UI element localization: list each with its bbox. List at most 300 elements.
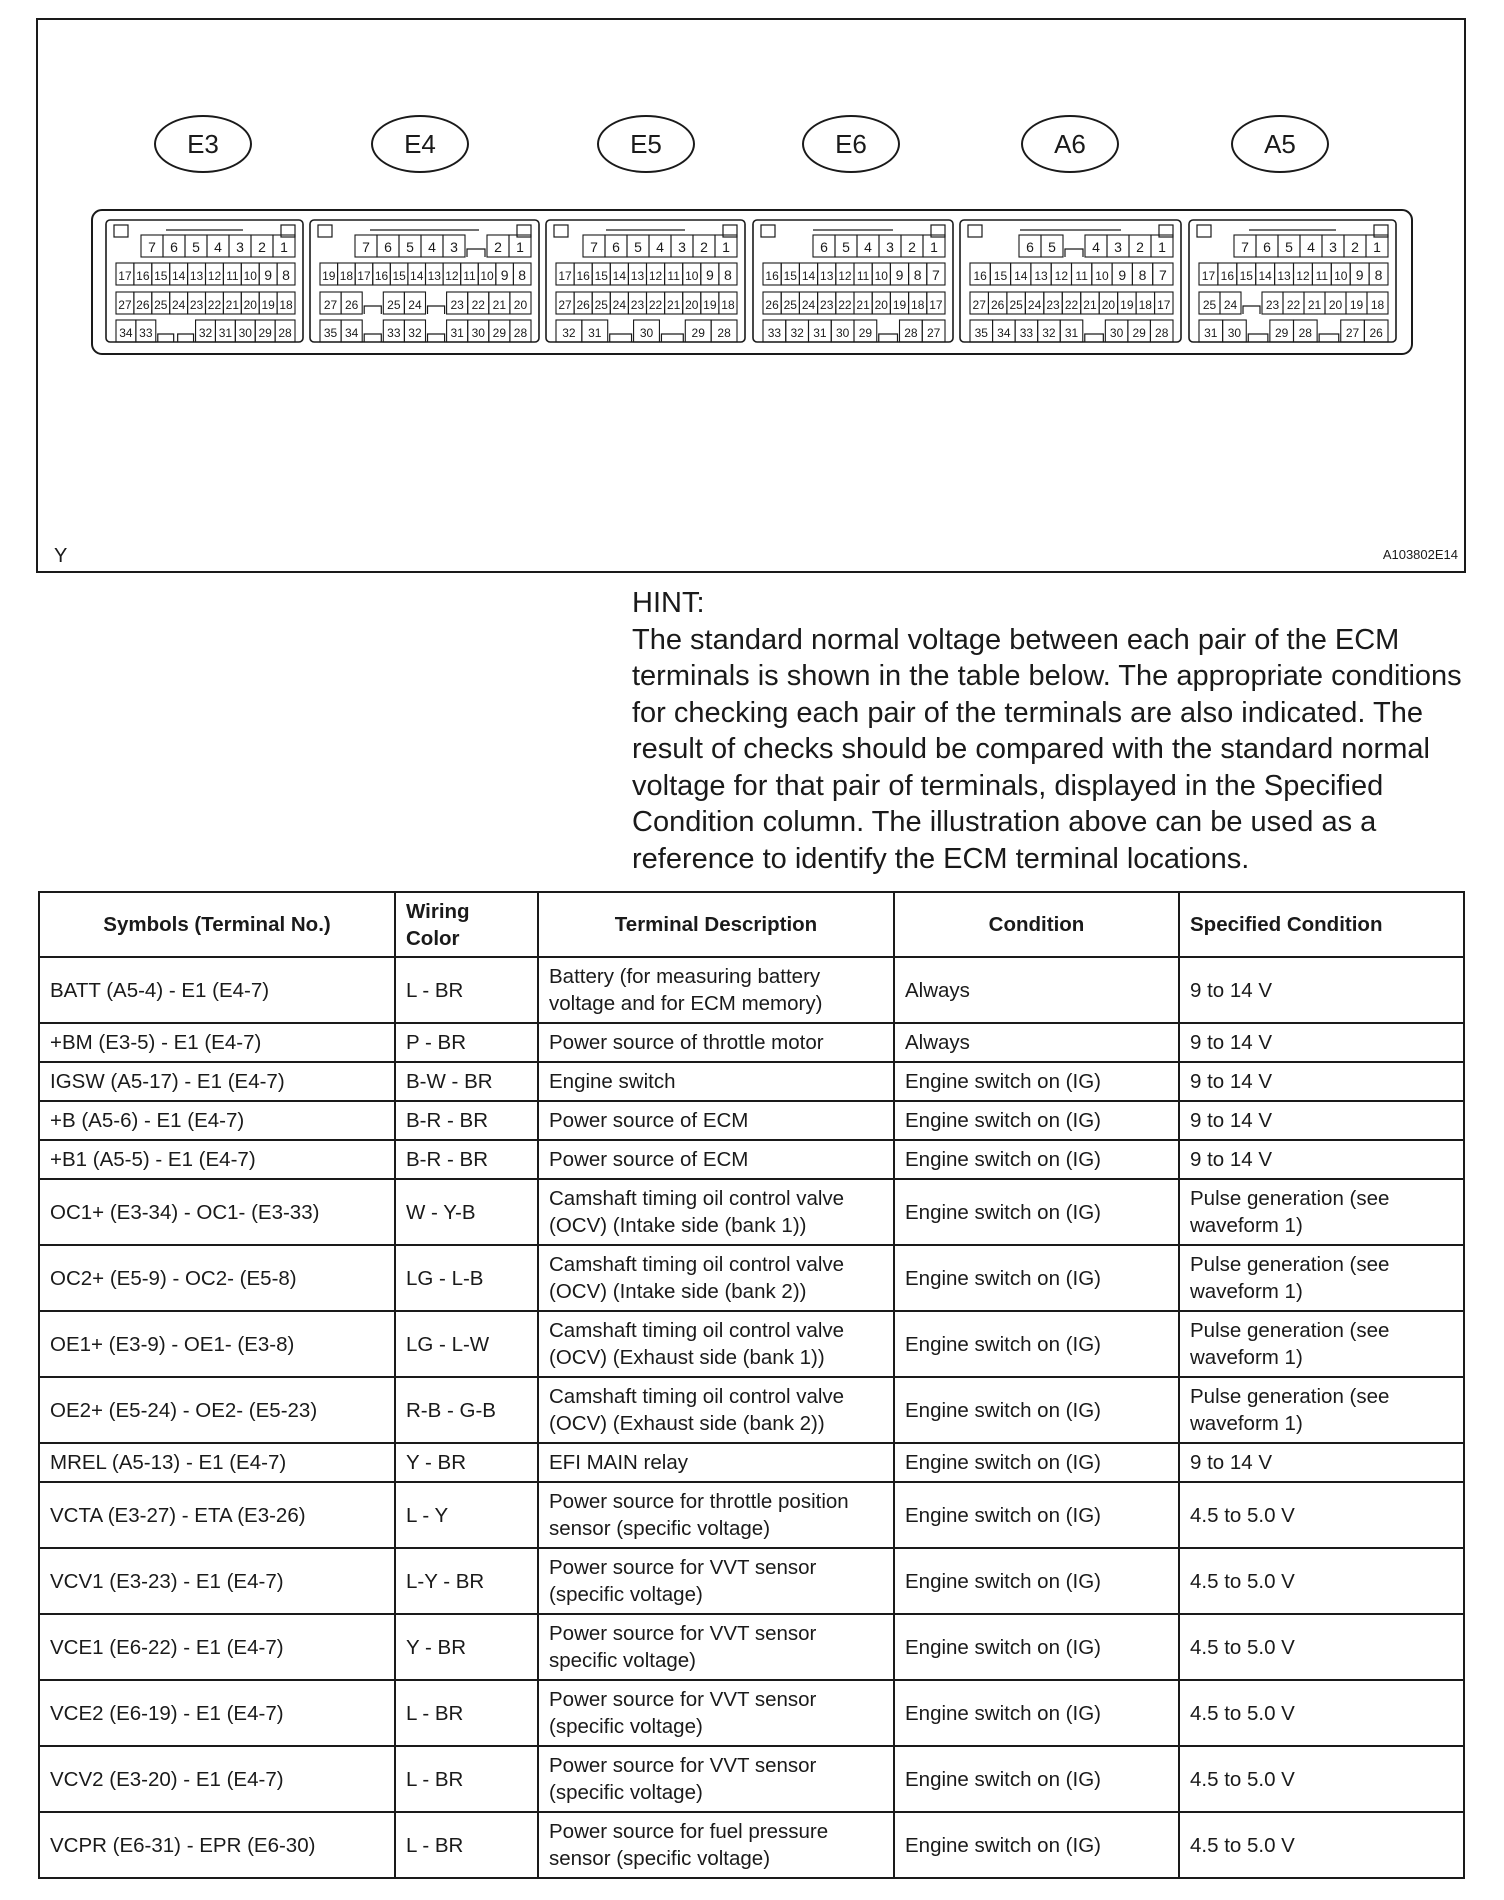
- pin-number: 35: [974, 326, 988, 340]
- pin-number: 27: [323, 298, 338, 312]
- pin-number: 17: [1201, 269, 1216, 283]
- pin-number: 27: [558, 298, 572, 312]
- latch-tab: [114, 225, 128, 237]
- pin-number: 1: [1373, 239, 1381, 255]
- pin-number: 6: [384, 239, 392, 255]
- pin-number: 30: [471, 326, 485, 340]
- connector-label-e3: E3: [154, 115, 252, 173]
- pin-number: 28: [717, 326, 731, 340]
- pin-number: 28: [1298, 326, 1312, 340]
- cell-symbols: IGSW (A5-17) - E1 (E4-7): [39, 1062, 395, 1101]
- pin-number: 22: [1064, 298, 1079, 312]
- header-specified-condition: Specified Condition: [1179, 892, 1464, 957]
- pin-number: 8: [1374, 267, 1383, 283]
- key-notch: [467, 249, 485, 257]
- cell-wiring-color: L - Y: [395, 1482, 538, 1548]
- cell-wiring-color: LG - L-W: [395, 1311, 538, 1377]
- pin-number: 4: [428, 239, 436, 255]
- pin-number: 14: [410, 269, 424, 283]
- key-notch: [1248, 334, 1268, 342]
- cell-wiring-color: B-W - BR: [395, 1062, 538, 1101]
- cell-condition: Engine switch on (IG): [894, 1245, 1179, 1311]
- pin-number: 26: [136, 298, 150, 312]
- table-row: [39, 1548, 1464, 1614]
- pin-number: 6: [170, 239, 178, 255]
- pin-number: 15: [594, 269, 608, 283]
- table-row: [39, 1746, 1464, 1812]
- pin-number: 2: [1351, 239, 1359, 255]
- pin-number: 31: [1064, 326, 1079, 340]
- pin-number: 14: [801, 269, 816, 283]
- cell-symbols: OC1+ (E3-34) - OC1- (E3-33): [39, 1179, 395, 1245]
- cell-wiring-color: B-R - BR: [395, 1140, 538, 1179]
- cell-symbols: +B (A5-6) - E1 (E4-7): [39, 1101, 395, 1140]
- pin-number: 20: [685, 298, 699, 312]
- cell-specified: 9 to 14 V: [1179, 1023, 1464, 1062]
- connector-label-a6: A6: [1021, 115, 1119, 173]
- pin-number: 21: [856, 298, 870, 312]
- cell-condition: Engine switch on (IG): [894, 1548, 1179, 1614]
- pin-number: 25: [594, 298, 608, 312]
- pin-number: 9: [264, 267, 273, 283]
- figure-corner-letter: Y: [54, 545, 68, 567]
- cell-specified: Pulse generation (see waveform 1): [1179, 1377, 1464, 1443]
- table-row: [39, 1101, 1464, 1140]
- pin-number: 7: [148, 239, 156, 255]
- cell-wiring-color: Y - BR: [395, 1614, 538, 1680]
- table-header-row: [39, 892, 1464, 957]
- pin-number: 19: [1120, 298, 1134, 312]
- cell-description: Power source for VVT sensor (specific voltage): [538, 1680, 894, 1746]
- pin-number: 2: [1136, 239, 1144, 255]
- pin-number: 20: [1101, 298, 1116, 312]
- pin-number: 32: [790, 326, 804, 340]
- pin-number: 10: [480, 269, 494, 283]
- cell-specified: Pulse generation (see waveform 1): [1179, 1179, 1464, 1245]
- pin-number: 4: [1307, 239, 1315, 255]
- pin-number: 21: [666, 298, 681, 312]
- cell-wiring-color: LG - L-B: [395, 1245, 538, 1311]
- pin-number: 26: [765, 298, 779, 312]
- key-notch: [1243, 306, 1260, 314]
- pin-number: 13: [189, 269, 204, 283]
- pin-number: 25: [1202, 298, 1217, 312]
- pin-number: 30: [835, 326, 850, 340]
- figure-code: A103802E14: [1382, 547, 1458, 562]
- pin-number: 16: [973, 269, 987, 283]
- key-notch: [610, 334, 632, 342]
- pin-number: 26: [344, 298, 359, 312]
- connector-label-a5: A5: [1231, 115, 1329, 173]
- hint-title: HINT:: [632, 587, 705, 619]
- latch-tab: [1197, 225, 1211, 237]
- pin-number: 24: [1027, 298, 1042, 312]
- connector-label-e5: E5: [597, 115, 695, 173]
- cell-condition: Engine switch on (IG): [894, 1482, 1179, 1548]
- pin-number: 10: [1334, 269, 1348, 283]
- pin-number: 22: [1286, 298, 1301, 312]
- pin-number: 26: [576, 298, 590, 312]
- pin-number: 20: [513, 298, 528, 312]
- pin-number: 16: [1220, 269, 1235, 283]
- connector-a5-pins: [1189, 220, 1396, 342]
- pin-number: 18: [911, 298, 925, 312]
- pin-number: 21: [1307, 298, 1322, 312]
- table-row: [39, 957, 1464, 1023]
- pin-number: 4: [214, 239, 222, 255]
- pin-number: 28: [513, 326, 528, 340]
- pin-number: 9: [500, 267, 509, 283]
- pin-number: 12: [1054, 269, 1069, 283]
- pin-number: 28: [1155, 326, 1169, 340]
- pin-number: 33: [767, 326, 782, 340]
- pin-number: 25: [1009, 298, 1023, 312]
- pin-number: 32: [408, 326, 422, 340]
- pin-number: 3: [450, 239, 458, 255]
- pin-number: 8: [282, 267, 290, 283]
- pin-number: 29: [1275, 326, 1289, 340]
- pin-number: 1: [722, 239, 730, 255]
- cell-wiring-color: L - BR: [395, 1746, 538, 1812]
- cell-specified: 9 to 14 V: [1179, 1101, 1464, 1140]
- pin-number: 27: [926, 326, 941, 340]
- pin-number: 32: [1042, 326, 1056, 340]
- pin-number: 22: [471, 298, 485, 312]
- pin-number: 14: [1258, 269, 1272, 283]
- latch-tab: [968, 225, 982, 237]
- pin-number: 35: [323, 326, 338, 340]
- pin-number: 7: [1158, 267, 1167, 283]
- pin-number: 11: [463, 269, 476, 283]
- pin-number: 10: [243, 269, 257, 283]
- cell-condition: Engine switch on (IG): [894, 1101, 1179, 1140]
- pin-number: 21: [492, 298, 507, 312]
- pin-number: 9: [705, 267, 714, 283]
- pin-number: 15: [392, 269, 406, 283]
- table-row: [39, 1245, 1464, 1311]
- pin-number: 18: [1138, 298, 1152, 312]
- pin-number: 11: [1075, 269, 1088, 283]
- header-terminal-description: Terminal Description: [538, 892, 894, 957]
- pin-number: 21: [225, 298, 240, 312]
- cell-condition: Engine switch on (IG): [894, 1140, 1179, 1179]
- cell-specified: 9 to 14 V: [1179, 1443, 1464, 1482]
- cell-symbols: OC2+ (E5-9) - OC2- (E5-8): [39, 1245, 395, 1311]
- pin-number: 10: [685, 269, 699, 283]
- pin-number: 18: [279, 298, 293, 312]
- cell-specified: 4.5 to 5.0 V: [1179, 1482, 1464, 1548]
- pin-number: 17: [118, 269, 132, 283]
- cell-specified: Pulse generation (see waveform 1): [1179, 1245, 1464, 1311]
- cell-wiring-color: R-B - G-B: [395, 1377, 538, 1443]
- table-row: [39, 1311, 1464, 1377]
- pin-number: 9: [895, 267, 904, 283]
- pin-number: 5: [634, 239, 642, 255]
- cell-specified: 9 to 14 V: [1179, 1140, 1464, 1179]
- pin-number: 6: [820, 239, 828, 255]
- pin-number: 3: [236, 239, 244, 255]
- pin-number: 25: [154, 298, 168, 312]
- pin-number: 20: [874, 298, 888, 312]
- pin-number: 4: [1092, 239, 1100, 255]
- pin-number: 16: [765, 269, 779, 283]
- pin-number: 8: [724, 267, 732, 283]
- pin-number: 8: [1138, 267, 1147, 283]
- cell-description: Camshaft timing oil control valve (OCV) (Intake side (bank 2)): [538, 1245, 894, 1311]
- key-notch: [158, 334, 174, 342]
- table-row: [39, 1812, 1464, 1878]
- pin-number: 12: [648, 269, 663, 283]
- pin-number: 23: [820, 298, 834, 312]
- pin-number: 24: [171, 298, 186, 312]
- pin-number: 31: [450, 326, 464, 340]
- pin-number: 14: [1014, 269, 1028, 283]
- pin-number: 32: [562, 326, 576, 340]
- pin-number: 15: [993, 269, 1008, 283]
- pin-number: 16: [136, 269, 150, 283]
- cell-description: Camshaft timing oil control valve (OCV) (Intake side (bank 1)): [538, 1179, 894, 1245]
- pin-number: 13: [630, 269, 645, 283]
- pin-number: 26: [1369, 326, 1383, 340]
- pin-number: 24: [801, 298, 816, 312]
- cell-condition: Engine switch on (IG): [894, 1812, 1179, 1878]
- pin-number: 15: [1239, 269, 1253, 283]
- pin-number: 29: [858, 326, 873, 340]
- cell-specified: 9 to 14 V: [1179, 957, 1464, 1023]
- pin-number: 29: [258, 326, 272, 340]
- pin-number: 30: [238, 326, 252, 340]
- pin-number: 3: [1329, 239, 1337, 255]
- pin-number: 21: [1083, 298, 1097, 312]
- table-row: [39, 1614, 1464, 1680]
- pin-number: 34: [997, 326, 1011, 340]
- connector-label-e6: E6: [802, 115, 900, 173]
- pin-number: 12: [445, 269, 459, 283]
- pin-number: 8: [518, 267, 527, 283]
- pin-number: 13: [1277, 269, 1291, 283]
- pin-number: 20: [243, 298, 257, 312]
- connector-pin-diagram: [38, 20, 1464, 571]
- pin-number: 13: [1034, 269, 1048, 283]
- pin-number: 24: [1223, 298, 1238, 312]
- pin-number: 16: [576, 269, 590, 283]
- key-notch: [1065, 249, 1083, 257]
- pin-number: 7: [362, 239, 370, 255]
- pin-number: 5: [1285, 239, 1293, 255]
- pin-number: 11: [856, 269, 870, 283]
- pin-number: 27: [972, 298, 986, 312]
- cell-description: Camshaft timing oil control valve (OCV) (Exhaust side (bank 2)): [538, 1377, 894, 1443]
- pin-number: 6: [1263, 239, 1271, 255]
- cell-specified: 4.5 to 5.0 V: [1179, 1614, 1464, 1680]
- pin-number: 29: [492, 326, 507, 340]
- pin-number: 11: [667, 269, 680, 283]
- pin-number: 6: [1026, 239, 1034, 255]
- cell-condition: Engine switch on (IG): [894, 1062, 1179, 1101]
- connector-e4-pins: [310, 220, 539, 342]
- cell-symbols: VCE1 (E6-22) - E1 (E4-7): [39, 1614, 395, 1680]
- pin-number: 17: [929, 298, 943, 312]
- pin-number: 1: [1158, 239, 1166, 255]
- pin-number: 15: [783, 269, 797, 283]
- table-row: [39, 1062, 1464, 1101]
- pin-number: 1: [930, 239, 938, 255]
- pin-number: 19: [892, 298, 907, 312]
- cell-symbols: +B1 (A5-5) - E1 (E4-7): [39, 1140, 395, 1179]
- key-notch: [428, 334, 445, 342]
- pin-number: 23: [1265, 298, 1280, 312]
- pin-number: 29: [691, 326, 705, 340]
- pin-number: 11: [226, 269, 239, 283]
- pin-number: 24: [612, 298, 627, 312]
- cell-condition: Engine switch on (IG): [894, 1377, 1179, 1443]
- pin-number: 24: [408, 298, 422, 312]
- cell-description: Engine switch: [538, 1062, 894, 1101]
- pin-number: 23: [630, 298, 645, 312]
- cell-condition: Engine switch on (IG): [894, 1614, 1179, 1680]
- pin-number: 27: [118, 298, 132, 312]
- cell-description: EFI MAIN relay: [538, 1443, 894, 1482]
- cell-description: Battery (for measuring battery voltage and for ECM memory): [538, 957, 894, 1023]
- pin-number: 22: [648, 298, 663, 312]
- table-row: [39, 1023, 1464, 1062]
- pin-number: 7: [1241, 239, 1249, 255]
- connector-e5-pins: [546, 220, 745, 342]
- cell-symbols: VCV1 (E3-23) - E1 (E4-7): [39, 1548, 395, 1614]
- pin-number: 16: [374, 269, 389, 283]
- cell-description: Power source for throttle position sensor (specific voltage): [538, 1482, 894, 1548]
- pin-number: 13: [820, 269, 834, 283]
- table-row: [39, 1377, 1464, 1443]
- pin-number: 15: [154, 269, 168, 283]
- pin-number: 19: [1349, 298, 1364, 312]
- connector-e6-pins: [753, 220, 953, 342]
- pin-number: 14: [171, 269, 186, 283]
- pin-number: 17: [558, 269, 572, 283]
- pin-number: 5: [842, 239, 850, 255]
- table-row: [39, 1443, 1464, 1482]
- cell-symbols: VCV2 (E3-20) - E1 (E4-7): [39, 1746, 395, 1812]
- table-row: [39, 1140, 1464, 1179]
- pin-number: 2: [494, 239, 502, 255]
- connector-e3-pins: [106, 220, 303, 342]
- cell-specified: 4.5 to 5.0 V: [1179, 1548, 1464, 1614]
- pin-number: 3: [1114, 239, 1122, 255]
- header-condition: Condition: [894, 892, 1179, 957]
- pin-number: 13: [427, 269, 441, 283]
- key-notch: [364, 334, 381, 342]
- pin-number: 14: [612, 269, 627, 283]
- header-wiring-color: Wiring Color: [395, 892, 538, 957]
- hint-block: [632, 585, 1462, 877]
- pin-number: 17: [1157, 298, 1171, 312]
- pin-number: 26: [991, 298, 1005, 312]
- cell-specified: 4.5 to 5.0 V: [1179, 1812, 1464, 1878]
- cell-condition: Always: [894, 1023, 1179, 1062]
- key-notch: [1085, 334, 1104, 342]
- cell-symbols: MREL (A5-13) - E1 (E4-7): [39, 1443, 395, 1482]
- pin-number: 10: [1095, 269, 1109, 283]
- pin-number: 27: [1345, 326, 1360, 340]
- cell-symbols: VCPR (E6-31) - EPR (E6-30): [39, 1812, 395, 1878]
- table-row: [39, 1680, 1464, 1746]
- pin-number: 31: [813, 326, 827, 340]
- cell-description: Power source for fuel pressure sensor (specific voltage): [538, 1812, 894, 1878]
- pin-number: 1: [280, 239, 288, 255]
- pin-number: 10: [874, 269, 888, 283]
- latch-tab: [554, 225, 568, 237]
- latch-tab: [761, 225, 775, 237]
- pin-number: 3: [886, 239, 894, 255]
- table-row: [39, 1179, 1464, 1245]
- pin-number: 30: [1227, 326, 1242, 340]
- pin-number: 34: [344, 326, 359, 340]
- pin-number: 23: [450, 298, 464, 312]
- cell-symbols: VCE2 (E6-19) - E1 (E4-7): [39, 1680, 395, 1746]
- pin-number: 33: [1019, 326, 1034, 340]
- cell-condition: Engine switch on (IG): [894, 1311, 1179, 1377]
- pin-number: 18: [1370, 298, 1385, 312]
- cell-description: Power source for VVT sensor (specific voltage): [538, 1548, 894, 1614]
- cell-symbols: VCTA (E3-27) - ETA (E3-26): [39, 1482, 395, 1548]
- cell-specified: Pulse generation (see waveform 1): [1179, 1311, 1464, 1377]
- pin-number: 2: [908, 239, 916, 255]
- pin-number: 28: [278, 326, 292, 340]
- cell-description: Power source for VVT sensor specific voltage): [538, 1614, 894, 1680]
- pin-number: 1: [516, 239, 524, 255]
- cell-description: Power source of ECM: [538, 1140, 894, 1179]
- pin-number: 23: [189, 298, 204, 312]
- cell-symbols: BATT (A5-4) - E1 (E4-7): [39, 957, 395, 1023]
- cell-specified: 9 to 14 V: [1179, 1062, 1464, 1101]
- pin-number: 4: [656, 239, 664, 255]
- pin-number: 19: [703, 298, 717, 312]
- cell-description: Power source of ECM: [538, 1101, 894, 1140]
- pin-number: 22: [838, 298, 852, 312]
- cell-specified: 4.5 to 5.0 V: [1179, 1746, 1464, 1812]
- cell-specified: 4.5 to 5.0 V: [1179, 1680, 1464, 1746]
- pin-number: 22: [207, 298, 222, 312]
- pin-number: 25: [783, 298, 797, 312]
- cell-condition: Always: [894, 957, 1179, 1023]
- pin-number: 19: [322, 269, 336, 283]
- pin-number: 18: [721, 298, 735, 312]
- terminal-spec-table: [38, 891, 1465, 1879]
- pin-number: 23: [1046, 298, 1060, 312]
- pin-number: 33: [387, 326, 401, 340]
- pin-number: 31: [218, 326, 233, 340]
- pin-number: 2: [700, 239, 708, 255]
- pin-number: 12: [838, 269, 852, 283]
- pin-number: 9: [1118, 267, 1127, 283]
- ecm-connector-figure: [36, 18, 1466, 573]
- cell-description: Camshaft timing oil control valve (OCV) (Exhaust side (bank 1)): [538, 1311, 894, 1377]
- pin-number: 32: [198, 326, 213, 340]
- pin-number: 30: [639, 326, 654, 340]
- cell-wiring-color: L - BR: [395, 1812, 538, 1878]
- pin-number: 31: [588, 326, 602, 340]
- pin-number: 19: [261, 298, 275, 312]
- pin-number: 2: [258, 239, 266, 255]
- hint-text: The standard normal voltage between each pair of the ECM terminals is shown in the table below. The appropriate conditions for checking each pair of the terminals are also indicated. The result of checks should be compared with the standard normal voltage for that pair of terminals, displayed in the Specified Condition column. The illustration above can be used as a reference to identify the ECM terminal locations.: [632, 623, 1462, 875]
- pin-number: 12: [1296, 269, 1310, 283]
- pin-number: 5: [406, 239, 414, 255]
- pin-number: 25: [387, 298, 401, 312]
- cell-condition: Engine switch on (IG): [894, 1746, 1179, 1812]
- connector-label-e4: E4: [371, 115, 469, 173]
- pin-number: 28: [904, 326, 918, 340]
- pin-number: 20: [1328, 298, 1343, 312]
